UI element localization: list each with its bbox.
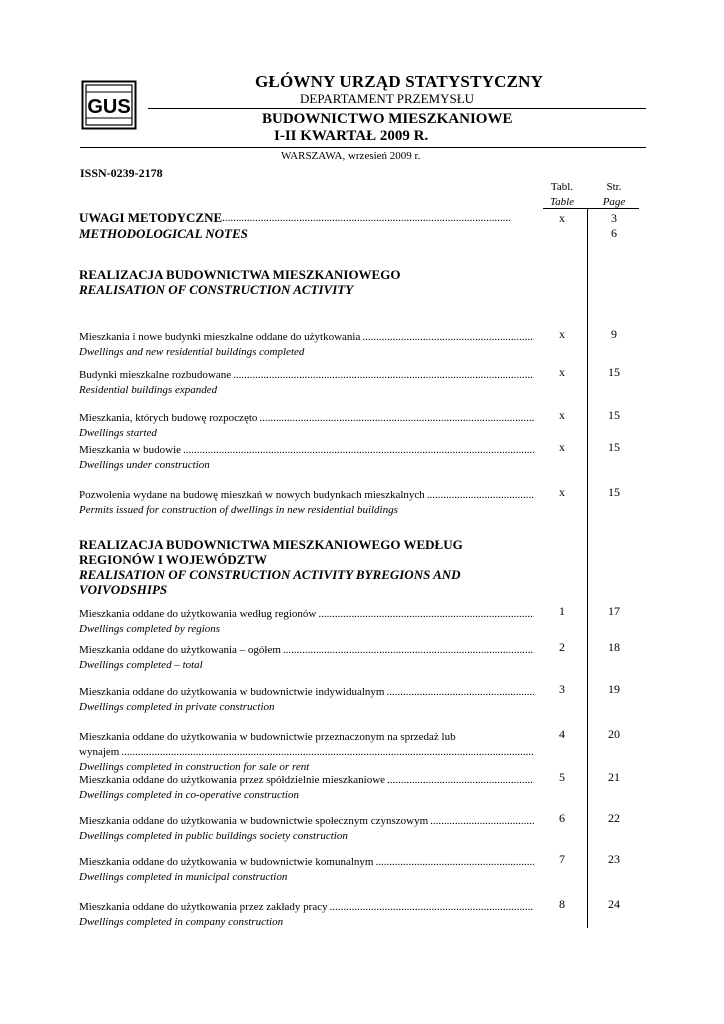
entry-title-en: Dwellings completed in public buildings society construction [79, 830, 348, 842]
entry-title-en: Dwellings completed in company construction [79, 916, 284, 928]
entry-table-number: 4 [559, 727, 565, 741]
column-header-page-en: Page [602, 196, 626, 208]
section-heading-en: REALISATION OF CONSTRUCTION ACTIVITY [79, 282, 354, 297]
dot-leader [376, 855, 535, 870]
methodology-pl: UWAGI METODYCZNE [79, 210, 223, 225]
entry-title-en: Dwellings completed in municipal construction [79, 871, 288, 883]
entry-page-number: 18 [608, 640, 620, 654]
entry-table-number: x [559, 365, 565, 379]
entry-title-en: Dwellings completed – total [79, 659, 203, 671]
methodology-en: METHODOLOGICAL NOTES [79, 226, 248, 241]
entry-title-en: Dwellings completed by regions [79, 623, 221, 635]
entry-page-number: 15 [608, 365, 620, 379]
entry-table-number: 5 [559, 770, 565, 784]
toc-entry[interactable] [79, 368, 534, 398]
section-heading-pl: REGIONÓW I WOJEWÓDZTW [79, 552, 268, 567]
entry-page-number: 15 [608, 440, 620, 454]
entry-title-pl: Mieszkania oddane do użytkowania przez zakłady pracy [79, 901, 328, 913]
entry-page-number: 21 [608, 770, 620, 784]
entry-title-pl: Pozwolenia wydane na budowę mieszkań w nowych budynkach mieszkalnych [79, 489, 425, 501]
entry-table-number: x [559, 485, 565, 499]
dot-leader [233, 368, 534, 383]
section-heading-pl: REALIZACJA BUDOWNICTWA MIESZKANIOWEGO WEDŁUG [79, 537, 463, 552]
entry-table-number: 3 [559, 682, 565, 696]
column-header-table-en: Table [549, 196, 575, 208]
entry-title-en: Dwellings completed in construction for sale or rent [79, 761, 310, 773]
methodology-page-en: 6 [611, 226, 617, 240]
entry-title-pl: Mieszkania oddane do użytkowania przez spółdzielnie mieszkaniowe [79, 774, 386, 786]
dot-leader [430, 814, 534, 829]
entry-table-number: x [559, 408, 565, 422]
dot-leader [259, 411, 534, 426]
entry-title-en: Permits issued for construction of dwellings in new residential buildings [79, 504, 398, 516]
entry-title-pl: Mieszkania oddane do użytkowania – ogółem [79, 644, 281, 656]
entry-page-number: 15 [608, 485, 620, 499]
period-title: I-II KWARTAŁ 2009 R. [274, 128, 429, 144]
entry-title-pl: Mieszkania oddane do użytkowania według regionów [79, 608, 317, 620]
entry-title-en: Dwellings completed in private construction [79, 701, 275, 713]
dot-leader [121, 745, 534, 760]
dot-leader [362, 330, 534, 345]
section-heading-en: REALISATION OF CONSTRUCTION ACTIVITY BYREGIONS AND [79, 567, 461, 582]
entry-title-en: Residential buildings expanded [79, 384, 218, 396]
entry-title-pl: Mieszkania oddane do użytkowania w budownictwie przeznaczonym na sprzedaż lub [79, 731, 456, 743]
entry-page-number: 9 [611, 327, 617, 341]
entry-page-number: 19 [608, 682, 620, 696]
gus-logo [81, 80, 137, 130]
office-title: GŁÓWNY URZĄD STATYSTYCZNY [255, 72, 544, 91]
divider [80, 147, 646, 148]
section-heading-pl: REALIZACJA BUDOWNICTWA MIESZKANIOWEGO [79, 267, 401, 282]
column-header-page-pl: Str. [606, 181, 622, 193]
methodology-entry[interactable] [79, 210, 511, 242]
entry-table-number: 6 [559, 811, 565, 825]
dot-leader [330, 900, 534, 915]
toc-entry[interactable] [79, 488, 534, 518]
dot-leader [283, 643, 534, 658]
dot-leader [387, 685, 535, 700]
entry-table-number: 7 [559, 852, 565, 866]
entry-page-number: 24 [608, 897, 620, 911]
toc-entry[interactable] [79, 411, 534, 441]
divider [148, 108, 646, 109]
entry-title-pl: Mieszkania w budowie [79, 444, 182, 456]
entry-page-number: 20 [608, 727, 620, 741]
entry-page-number: 17 [608, 604, 620, 618]
toc-entry[interactable] [79, 855, 534, 885]
entry-page-number: 22 [608, 811, 620, 825]
entry-title-en: Dwellings under construction [79, 459, 210, 471]
publication-title: BUDOWNICTWO MIESZKANIOWE [262, 111, 513, 127]
entry-table-number: 2 [559, 640, 565, 654]
entry-title-pl: Mieszkania, których budowę rozpoczęto [79, 412, 258, 424]
section-heading [79, 267, 599, 297]
toc-entry[interactable] [79, 607, 534, 637]
toc-entry[interactable] [79, 814, 534, 844]
dot-leader [222, 210, 511, 226]
entry-title-pl: Budynki mieszkalne rozbudowane [79, 369, 232, 381]
toc-entry[interactable] [79, 730, 534, 775]
toc-entry[interactable] [79, 773, 534, 803]
entry-title-pl: wynajem [79, 746, 120, 758]
dot-leader [318, 607, 534, 622]
header-rule [543, 208, 639, 209]
toc-entry[interactable] [79, 330, 534, 360]
column-header-table-pl: Tabl. [550, 181, 574, 193]
dot-leader [427, 488, 534, 503]
dot-leader [183, 443, 534, 458]
entry-table-number: x [559, 327, 565, 341]
place-date: WARSZAWA, wrzesień 2009 r. [281, 150, 421, 162]
toc-entry[interactable] [79, 685, 534, 715]
entry-title-en: Dwellings and new residential buildings completed [79, 346, 305, 358]
entry-title-pl: Mieszkania i nowe budynki mieszkalne oddane do użytkowania [79, 331, 361, 343]
logo-text: GUS [87, 96, 131, 118]
entry-table-number: 8 [559, 897, 565, 911]
dot-leader [387, 773, 534, 788]
entry-title-pl: Mieszkania oddane do użytkowania w budownictwie społecznym czynszowym [79, 815, 429, 827]
toc-entry[interactable] [79, 443, 534, 473]
toc-entry[interactable] [79, 900, 534, 930]
department-name: DEPARTAMENT PRZEMYSŁU [300, 91, 475, 106]
entry-page-number: 23 [608, 852, 620, 866]
column-header-page [592, 180, 636, 210]
toc-entry[interactable] [79, 643, 534, 673]
entry-title-pl: Mieszkania oddane do użytkowania w budownictwie indywidualnym [79, 686, 385, 698]
entry-title-en: Dwellings completed in co-operative construction [79, 789, 299, 801]
section-heading [79, 537, 599, 597]
entry-page-number: 15 [608, 408, 620, 422]
methodology-table: x [559, 211, 565, 225]
entry-table-number: 1 [559, 604, 565, 618]
issn: ISSN-0239-2178 [80, 166, 163, 180]
entry-table-number: x [559, 440, 565, 454]
column-header-table [540, 180, 584, 210]
section-heading-en: VOIVODSHIPS [79, 582, 168, 597]
entry-title-en: Dwellings started [79, 427, 157, 439]
entry-title-pl: Mieszkania oddane do użytkowania w budownictwie komunalnym [79, 856, 374, 868]
methodology-page-pl: 3 [611, 211, 617, 225]
